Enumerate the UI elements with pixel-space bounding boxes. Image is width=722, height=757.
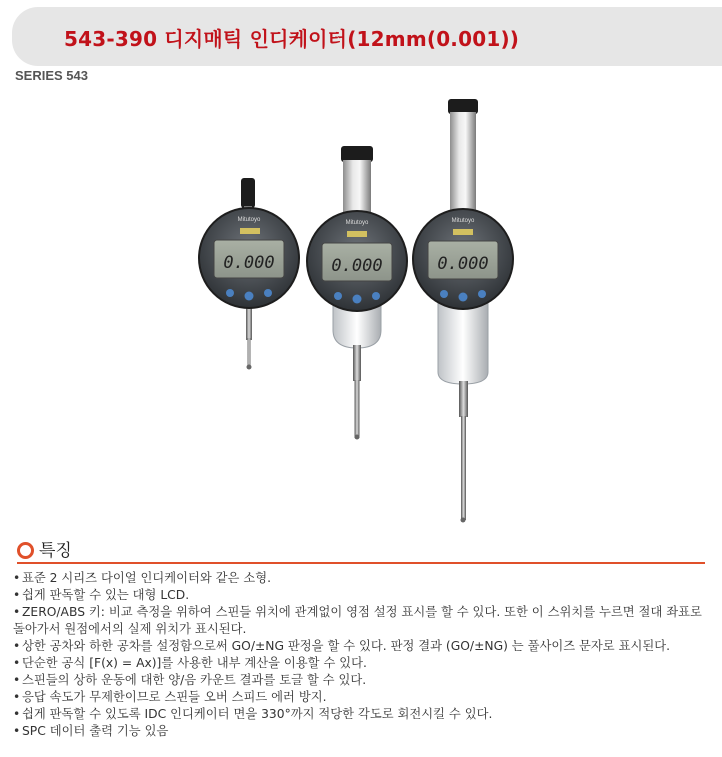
list-item: • ZERO/ABS 키: 비교 측정을 위하여 스핀들 위치에 관계없이 영점 설정 표시를 할 수 있다. 또한 이 스위치를 누르면 절대 좌표로 돌아가서 원점에서의 실제 위치가 표시된다. bbox=[13, 605, 702, 636]
features-list bbox=[13, 570, 713, 740]
page-title: 543-390 디지매틱 인디케이터(12mm(0.001)) bbox=[64, 27, 520, 51]
list-item: • 표준 2 시리즈 다이얼 인디케이터와 같은 소형. bbox=[13, 571, 272, 585]
features-heading-label: 특징 bbox=[39, 541, 72, 561]
list-item: • 단순한 공식 [F(x) = Ax)]를 사용한 내부 계산을 이용할 수 있다. bbox=[13, 656, 367, 670]
series-label: SERIES 543 bbox=[15, 68, 88, 83]
features-heading bbox=[17, 536, 705, 564]
indicator-medium bbox=[307, 146, 407, 440]
indicator-large bbox=[413, 99, 513, 523]
circle-bullet-icon bbox=[17, 542, 34, 559]
list-item: • 쉽게 판독할 수 있도록 IDC 인디케이터 면을 330°까지 적당한 각도로 회전시킬 수 있다. bbox=[13, 707, 493, 721]
indicator-small bbox=[199, 178, 299, 370]
list-item: • SPC 데이터 출력 기능 있음 bbox=[13, 724, 169, 738]
svg-text:Mitutoyo: Mitutoyo bbox=[451, 218, 475, 224]
svg-text:Mitutoyo: Mitutoyo bbox=[345, 220, 369, 226]
svg-text:Mitutoyo: Mitutoyo bbox=[237, 217, 261, 223]
list-item: • 쉽게 판독할 수 있는 대형 LCD. bbox=[13, 588, 190, 602]
svg-text:0.000: 0.000 bbox=[437, 254, 489, 274]
list-item: • 상한 공차와 하한 공차를 설정함으로써 GO/±NG 판정을 할 수 있다. 판정 결과 (GO/±NG) 는 풀사이즈 문자로 표시된다. bbox=[13, 639, 670, 653]
list-item: • 스핀들의 상하 운동에 대한 양/음 카운트 결과를 토글 할 수 있다. bbox=[13, 673, 367, 687]
list-item: • 응답 속도가 무제한이므로 스핀들 오버 스피드 에러 방지. bbox=[13, 690, 327, 704]
svg-text:0.000: 0.000 bbox=[331, 256, 383, 276]
display-readout: 0.000 bbox=[223, 253, 275, 273]
heading-divider bbox=[17, 562, 705, 564]
